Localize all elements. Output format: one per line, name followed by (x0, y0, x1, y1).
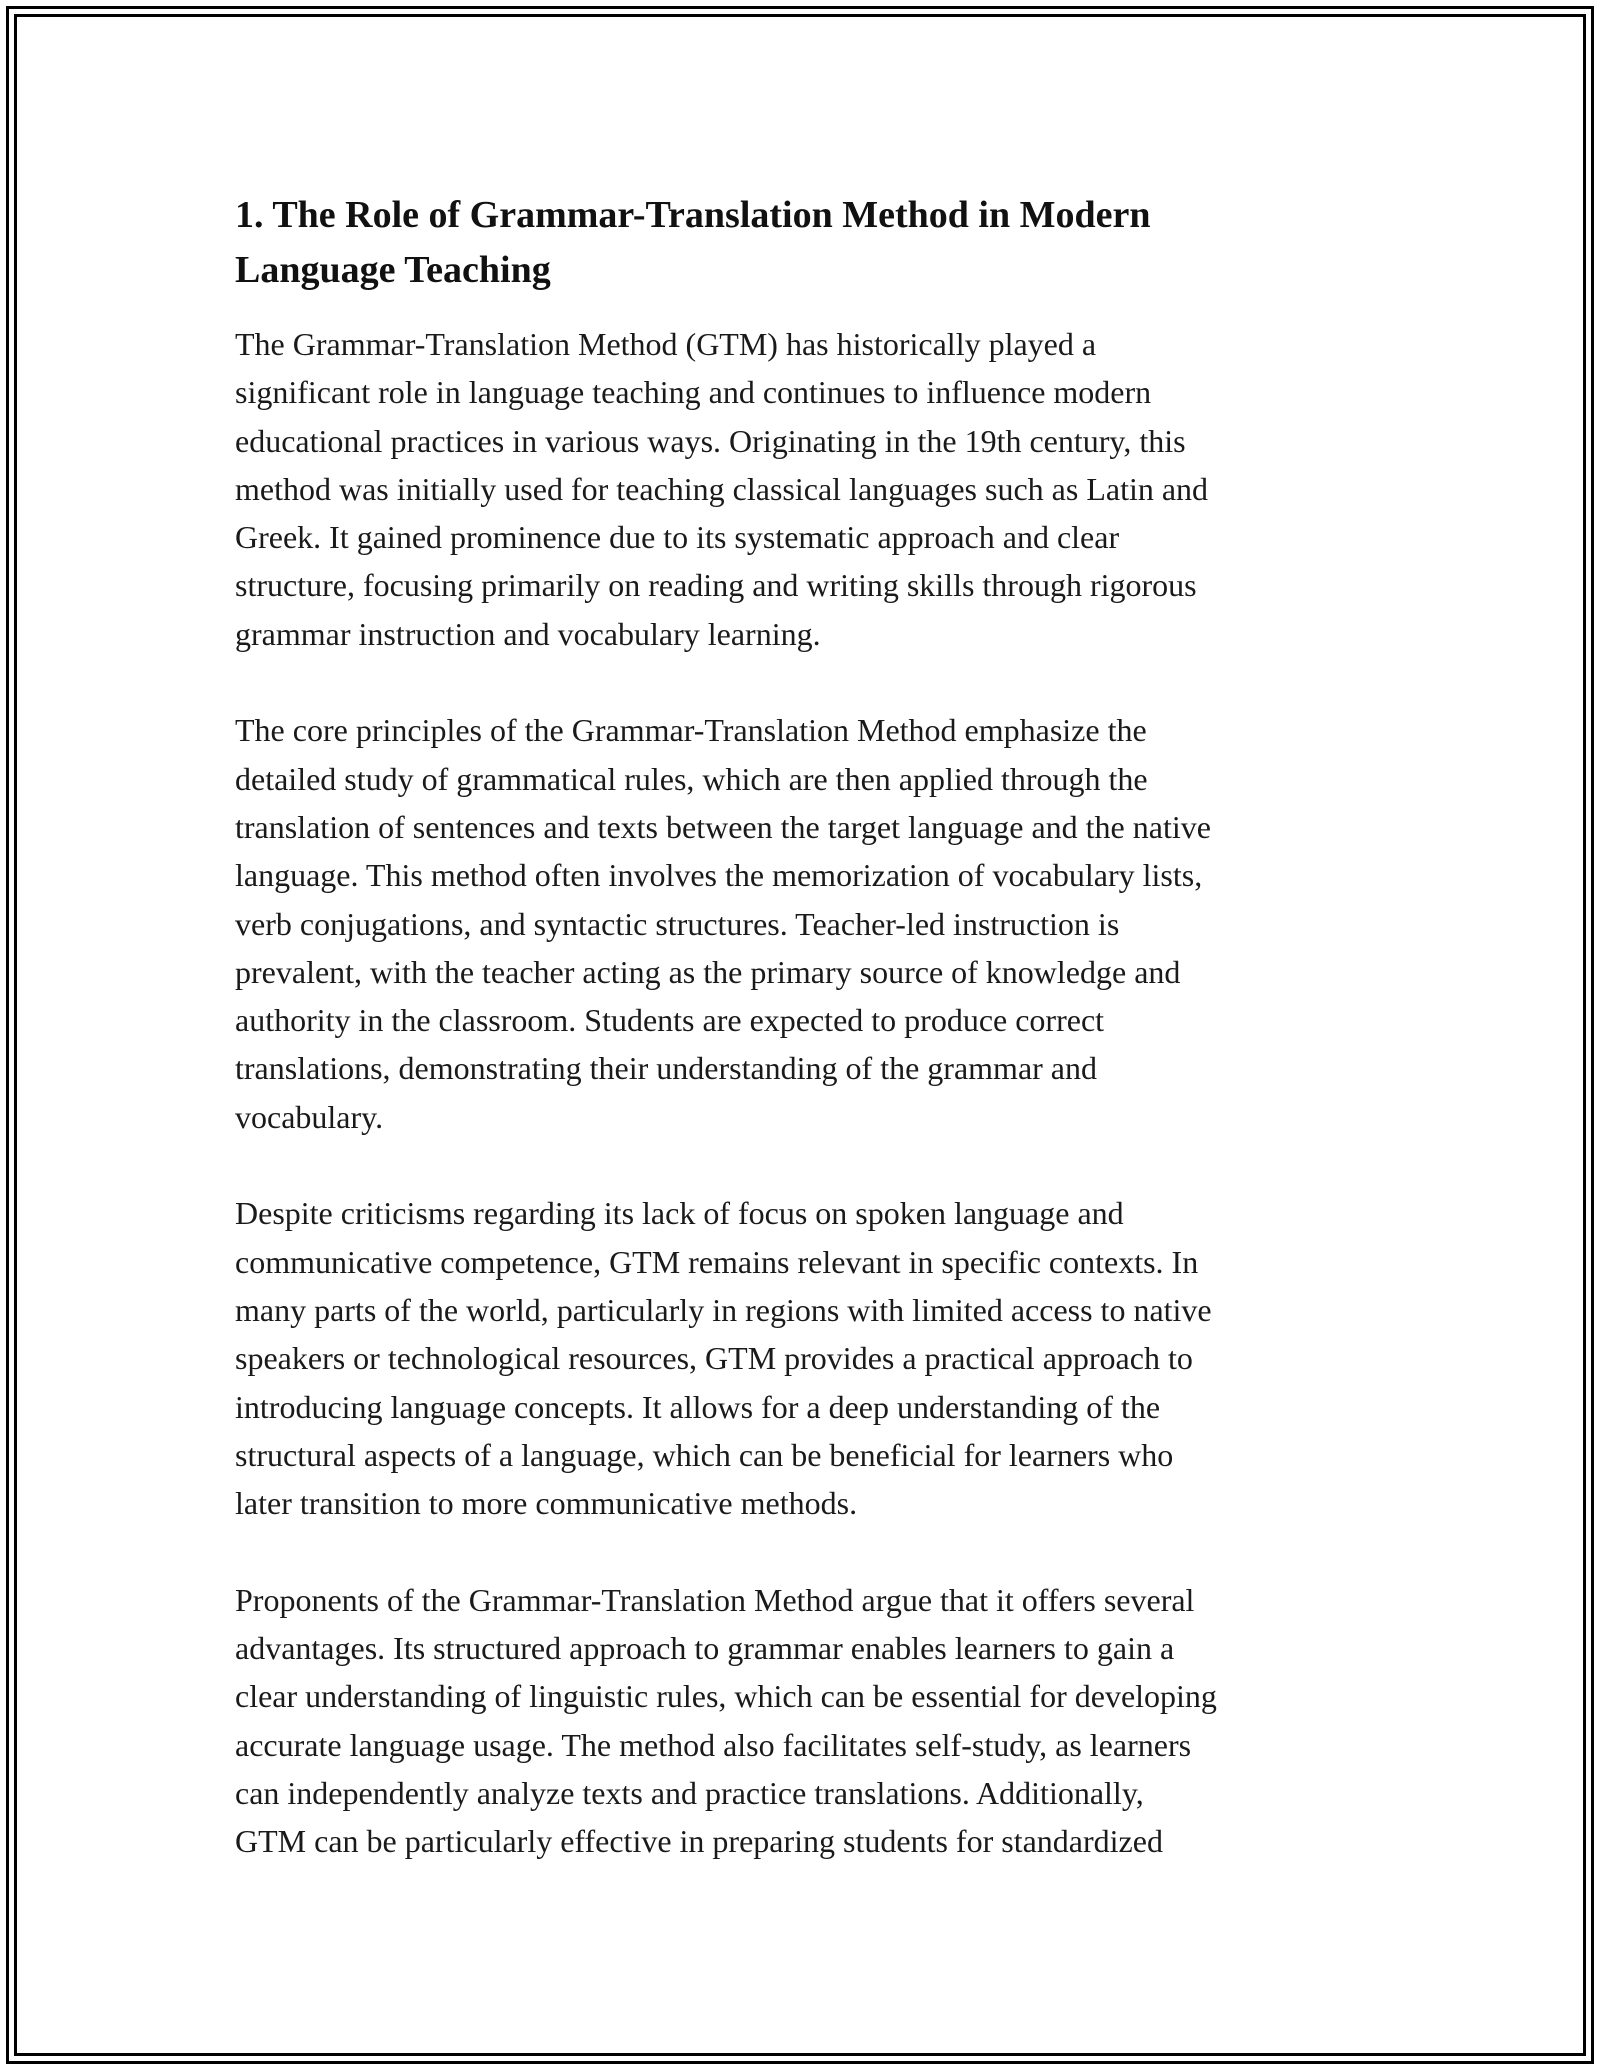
text-line: structure, focusing primarily on reading and writing skills through rigorous (235, 567, 1197, 604)
text-line: many parts of the world, particularly in regions with limited access to native (235, 1291, 1212, 1328)
text-line: vocabulary. (235, 1098, 384, 1135)
text-line: advantages. Its structured approach to grammar enables learners to gain a (235, 1630, 1175, 1667)
text-line: verb conjugations, and syntactic structures. Teacher-led instruction is (235, 905, 1120, 942)
heading-line: Language Teaching (235, 249, 551, 291)
text-line: structural aspects of a language, which can be beneficial for learners who (235, 1436, 1174, 1473)
heading-line: 1. The Role of Grammar-Translation Method in Modern (235, 194, 1151, 236)
text-line: Proponents of the Grammar-Translation Method argue that it offers several (235, 1581, 1195, 1618)
text-line: can independently analyze texts and practice translations. Additionally, (235, 1774, 1144, 1811)
text-line: method was initially used for teaching classical languages such as Latin and (235, 470, 1209, 507)
text-line: speakers or technological resources, GTM provides a practical approach to (235, 1340, 1193, 1377)
section-heading (235, 188, 1365, 298)
text-line: GTM can be particularly effective in preparing students for standardized (235, 1823, 1163, 1860)
text-line: introducing language concepts. It allows for a deep understanding of the (235, 1388, 1161, 1425)
paragraph-introduction (235, 320, 1365, 658)
text-line: grammar instruction and vocabulary learning. (235, 615, 821, 652)
paragraph-proponents (235, 1576, 1365, 1866)
paragraph-core-principles (235, 706, 1365, 1141)
text-line: Greek. It gained prominence due to its systematic approach and clear (235, 519, 1120, 556)
text-line: educational practices in various ways. Originating in the 19th century, this (235, 422, 1186, 459)
text-line: The core principles of the Grammar-Translation Method emphasize the (235, 712, 1147, 749)
text-line: language. This method often involves the memorization of vocabulary lists, (235, 857, 1203, 894)
text-line: detailed study of grammatical rules, which are then applied through the (235, 760, 1148, 797)
text-line: translations, demonstrating their understanding of the grammar and (235, 1050, 1097, 1087)
text-line: communicative competence, GTM remains relevant in specific contexts. In (235, 1243, 1199, 1280)
text-line: prevalent, with the teacher acting as the primary source of knowledge and (235, 953, 1181, 990)
text-line: accurate language usage. The method also facilitates self-study, as learners (235, 1726, 1192, 1763)
text-line: clear understanding of linguistic rules, which can be essential for developing (235, 1678, 1217, 1715)
text-line: later transition to more communicative methods. (235, 1485, 858, 1522)
text-line: Despite criticisms regarding its lack of focus on spoken language and (235, 1195, 1124, 1232)
text-line: authority in the classroom. Students are expected to produce correct (235, 1002, 1105, 1039)
text-line: The Grammar-Translation Method (GTM) has historically played a (235, 326, 1097, 362)
paragraph-criticisms (235, 1189, 1365, 1527)
text-line: translation of sentences and texts between the target language and the native (235, 808, 1211, 845)
document-body (235, 188, 1365, 1866)
text-line: significant role in language teaching and continues to influence modern (235, 374, 1152, 411)
